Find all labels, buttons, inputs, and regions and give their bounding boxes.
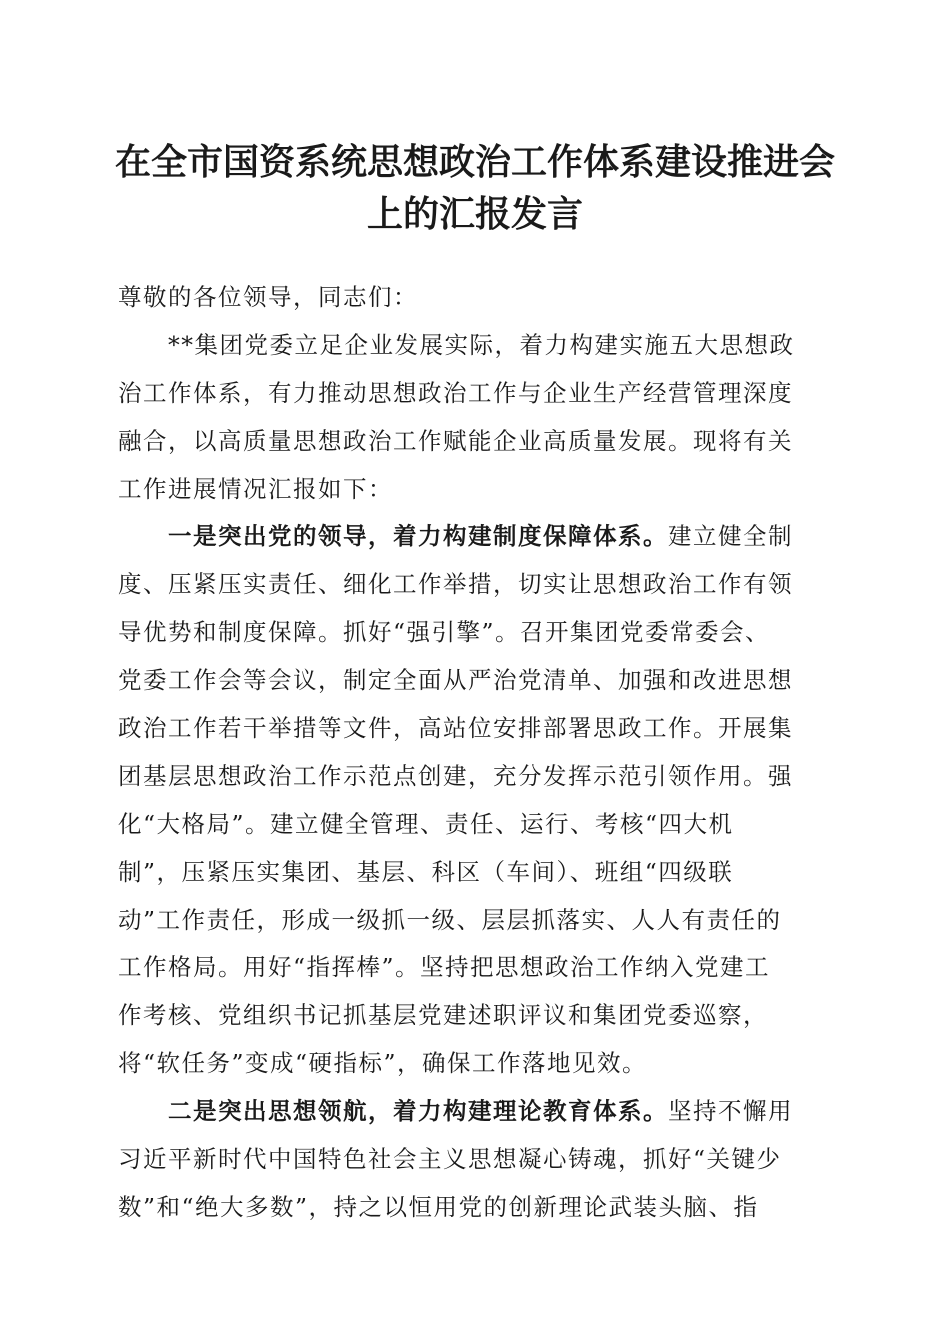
section1-line: 导优势和制度保障。抓好“强引擎”。召开集团党委常委会、	[118, 618, 771, 647]
section1-line: 制”，压紧压实集团、基层、科区（车间）、班组“四级联	[118, 857, 734, 886]
section2-first-line	[118, 1088, 830, 1136]
section1-line: 工作格局。用好“指挥棒”。坚持把思想政治工作纳入党建工	[118, 953, 771, 982]
section2-line: 习近平新时代中国特色社会主义思想凝心铸魂，抓好“关键少	[118, 1145, 782, 1174]
section1-heading: 一是突出党的领导，着力构建制度保障体系。	[168, 522, 668, 551]
section1-line: 团基层思想政治工作示范点创建，充分发挥示范引领作用。强	[118, 761, 793, 790]
section1-line: 度、压紧压实责任、细化工作举措，切实让思想政治工作有领	[118, 570, 793, 599]
intro-line: **集团党委立足企业发展实际，着力构建实施五大思想政	[168, 330, 795, 359]
intro-line: 工作进展情况汇报如下：	[118, 474, 393, 503]
section1-line: 政治工作若干举措等文件，高站位安排部署思政工作。开展集	[118, 714, 793, 743]
section1-first-line	[118, 513, 830, 561]
section1-text: 建立健全制	[668, 522, 793, 551]
greeting: 尊敬的各位领导，同志们：	[118, 283, 418, 311]
intro-line: 融合，以高质量思想政治工作赋能企业高质量发展。现将有关	[118, 426, 793, 455]
section1-line: 化“大格局”。建立健全管理、责任、运行、考核“四大机	[118, 809, 734, 838]
document-title	[100, 136, 850, 240]
section1-line: 作考核、党组织书记抓基层党建述职评议和集团党委巡察，	[118, 1001, 768, 1030]
section1-line: 党委工作会等会议，制定全面从严治党清单、加强和改进思想	[118, 666, 793, 695]
title-line-2: 上的汇报发言	[366, 193, 583, 235]
section1-line: 将“软任务”变成“硬指标”，确保工作落地见效。	[118, 1049, 648, 1078]
section1-line: 动”工作责任，形成一级抓一级、层层抓落实、人人有责任的	[118, 905, 782, 934]
section2-line: 数”和“绝大多数”，持之以恒用党的创新理论武装头脑、指	[118, 1192, 759, 1221]
intro-line: 治工作体系，有力推动思想政治工作与企业生产经营管理深度	[118, 378, 793, 407]
section2-text: 坚持不懈用	[668, 1097, 793, 1126]
document-body	[118, 274, 830, 1232]
section2-heading: 二是突出思想领航，着力构建理论教育体系。	[168, 1097, 668, 1126]
title-line-1: 在全市国资系统思想政治工作体系建设推进会	[114, 141, 835, 183]
